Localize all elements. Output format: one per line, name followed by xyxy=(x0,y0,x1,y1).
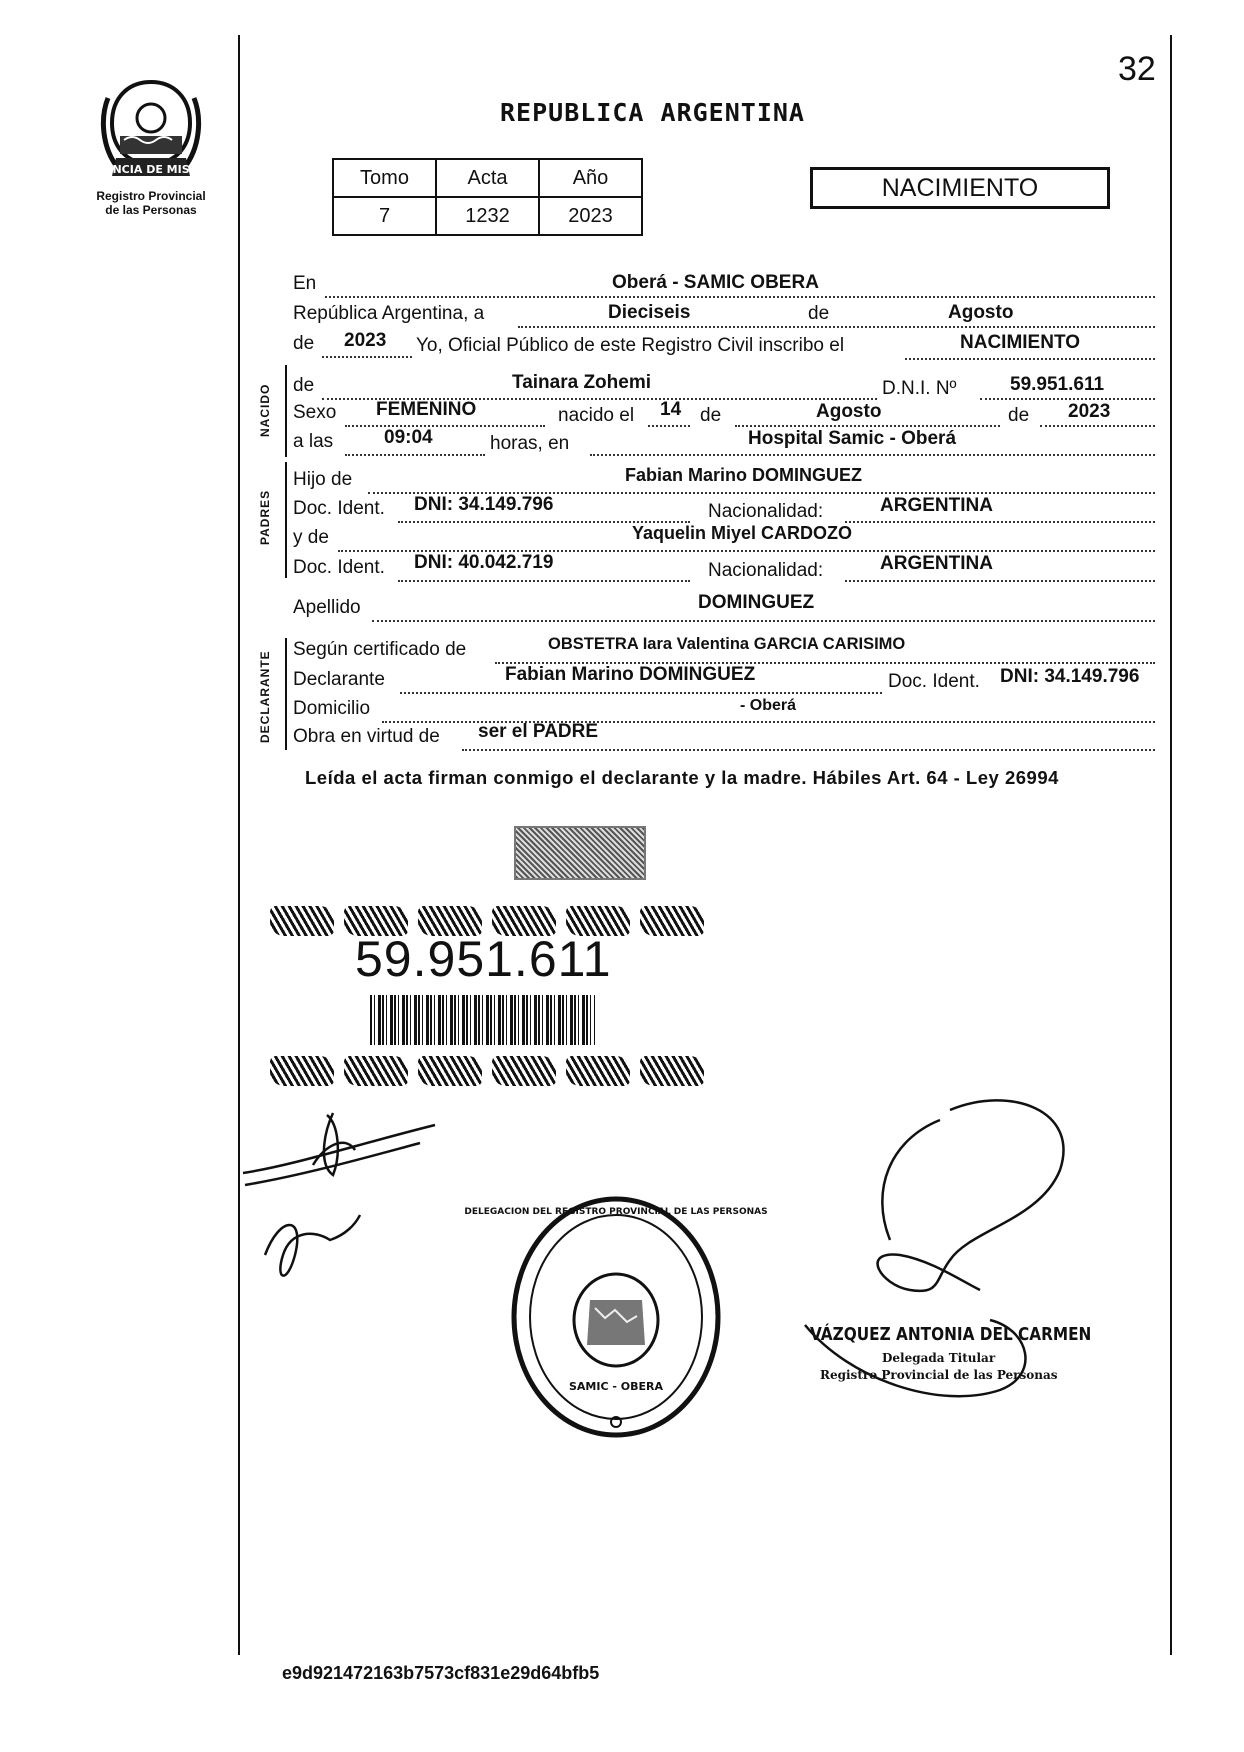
child-birth-month: Agosto xyxy=(816,401,882,422)
register-header-anio: Año xyxy=(539,159,642,197)
label-hijo-de: Hijo de xyxy=(293,469,353,490)
security-tile xyxy=(492,1056,556,1086)
register-header-tomo: Tomo xyxy=(333,159,436,197)
label-obra: Obra en virtud de xyxy=(293,726,440,747)
child-birth-day: 14 xyxy=(660,399,682,420)
handwritten-signatures xyxy=(235,1105,445,1305)
dotted-line xyxy=(648,425,690,427)
section-bar-nacido xyxy=(285,365,287,457)
father-nationality: ARGENTINA xyxy=(880,495,993,516)
label-mother-doc: Doc. Ident. xyxy=(293,557,385,578)
dotted-line xyxy=(980,398,1155,400)
province-emblem-icon xyxy=(74,78,228,183)
seal-center-text: SAMIC - OBERA xyxy=(568,1380,664,1393)
act-year: 2023 xyxy=(344,330,387,351)
declarant-reason: ser el PADRE xyxy=(478,721,599,742)
dotted-line xyxy=(590,454,1155,456)
security-tile xyxy=(270,906,334,936)
act-place: Oberá - SAMIC OBERA xyxy=(612,272,819,293)
security-tile xyxy=(344,1056,408,1086)
label-apellido: Apellido xyxy=(293,597,361,618)
dotted-line xyxy=(735,425,1000,427)
register-table xyxy=(332,158,643,236)
label-certificado: Según certificado de xyxy=(293,639,467,660)
dotted-line xyxy=(345,425,545,427)
register-value-acta: 1232 xyxy=(436,197,539,235)
declarant-name: Fabian Marino DOMINGUEZ xyxy=(505,664,756,685)
label-de4: de xyxy=(1008,405,1030,426)
child-birth-place: Hospital Samic - Oberá xyxy=(748,428,957,449)
document-hash: e9d921472163b7573cf831e29d64bfb5 xyxy=(282,1663,600,1683)
logo-caption-line2: de las Personas xyxy=(105,203,197,217)
barcode-number: 59.951.611 xyxy=(355,931,612,987)
child-name: Tainara Zohemi xyxy=(512,372,652,393)
security-stamp xyxy=(514,826,646,880)
label-mother-nacionalidad: Nacionalidad: xyxy=(708,560,824,581)
security-tile xyxy=(270,1056,334,1086)
mother-name: Yaquelin Miyel CARDOZO xyxy=(632,523,853,543)
dotted-line xyxy=(400,692,882,694)
section-bar-declarante xyxy=(285,638,287,750)
right-margin-line xyxy=(1170,35,1172,1655)
section-label-padres: PADRES xyxy=(258,489,272,545)
dotted-line xyxy=(398,580,690,582)
label-nacido-de: de xyxy=(293,375,315,396)
label-father-nacionalidad: Nacionalidad: xyxy=(708,501,824,522)
official-block xyxy=(810,1324,1141,1382)
dotted-line xyxy=(905,358,1155,360)
label-nacido-el: nacido el xyxy=(558,405,635,426)
dotted-line xyxy=(462,749,1155,751)
label-father-doc: Doc. Ident. xyxy=(293,498,385,519)
child-sexo: FEMENINO xyxy=(376,399,477,420)
certificate-issuer: OBSTETRA Iara Valentina GARCIA CARISIMO xyxy=(548,635,906,653)
father-doc: DNI: 34.149.796 xyxy=(414,494,554,515)
label-declarante: Declarante xyxy=(293,669,385,690)
seal-ring-text: DELEGACION DEL REGISTRO PROVINCIAL DE LAS PERSONAS xyxy=(464,1207,768,1217)
security-tile xyxy=(566,1056,630,1086)
dotted-line xyxy=(325,296,1155,298)
barcode xyxy=(370,995,595,1045)
dotted-line xyxy=(845,580,1155,582)
label-sexo: Sexo xyxy=(293,402,337,423)
label-a-las: a las xyxy=(293,431,334,452)
security-tile xyxy=(640,1056,704,1086)
official-seal xyxy=(464,1190,768,1445)
official-role: Delegada Titular xyxy=(882,1351,996,1365)
child-birth-year: 2023 xyxy=(1068,401,1111,422)
security-tiles-bottom xyxy=(270,1056,704,1086)
section-label-nacido: NACIDO xyxy=(258,383,272,437)
register-header-acta: Acta xyxy=(436,159,539,197)
page-number: 32 xyxy=(1118,50,1156,88)
logo-caption-line1: Registro Provincial xyxy=(96,189,206,203)
dotted-line xyxy=(345,454,485,456)
dotted-line xyxy=(518,326,1155,328)
act-day-word: Dieciseis xyxy=(608,302,691,323)
register-value-anio: 2023 xyxy=(539,197,642,235)
label-declarant-doc: Doc. Ident. xyxy=(888,671,980,692)
father-name: Fabian Marino DOMINGUEZ xyxy=(625,465,863,485)
label-horas: horas, en xyxy=(490,433,570,454)
child-dni: 59.951.611 xyxy=(1010,374,1105,395)
province-logo xyxy=(74,78,228,217)
official-name: VÁZQUEZ ANTONIA DEL CARMEN xyxy=(810,1324,1092,1345)
signature-note: Leída el acta firman conmigo el declarante y la madre. Hábiles Art. 64 - Ley 26994 xyxy=(305,767,1059,788)
security-tile xyxy=(640,906,704,936)
label-de2: de xyxy=(293,333,315,354)
surname: DOMINGUEZ xyxy=(698,592,815,613)
label-republica: República Argentina, a xyxy=(293,303,485,324)
label-y-de: y de xyxy=(293,527,329,548)
left-margin-line xyxy=(238,35,240,1655)
label-dni: D.N.I. Nº xyxy=(882,378,957,399)
label-de: de xyxy=(808,303,830,324)
dotted-line xyxy=(1040,425,1155,427)
document-title: REPUBLICA ARGENTINA xyxy=(500,98,805,127)
section-bar-padres xyxy=(285,462,287,578)
security-tile xyxy=(418,1056,482,1086)
dotted-line xyxy=(372,620,1155,622)
mother-nationality: ARGENTINA xyxy=(880,553,993,574)
label-domicilio: Domicilio xyxy=(293,698,371,719)
official-org: Registro Provincial de las Personas xyxy=(820,1368,1058,1382)
register-value-tomo: 7 xyxy=(333,197,436,235)
declarant-address: - Oberá xyxy=(740,697,797,714)
child-birth-time: 09:04 xyxy=(384,427,433,448)
dotted-line xyxy=(845,521,1155,523)
section-label-declarante: DECLARANTE xyxy=(258,650,272,743)
label-yo-text: Yo, Oficial Público de este Registro Civil inscribo el xyxy=(416,335,845,356)
label-de3: de xyxy=(700,405,722,426)
dotted-line xyxy=(322,356,412,358)
label-en: En xyxy=(293,273,317,294)
mother-doc: DNI: 40.042.719 xyxy=(414,552,554,573)
document-type-box: NACIMIENTO xyxy=(810,167,1110,209)
emblem-text: PROVINCIA DE MISIONES xyxy=(74,163,228,176)
declarant-doc: DNI: 34.149.796 xyxy=(1000,666,1140,687)
act-month: Agosto xyxy=(948,302,1014,323)
act-event: NACIMIENTO xyxy=(960,332,1080,353)
